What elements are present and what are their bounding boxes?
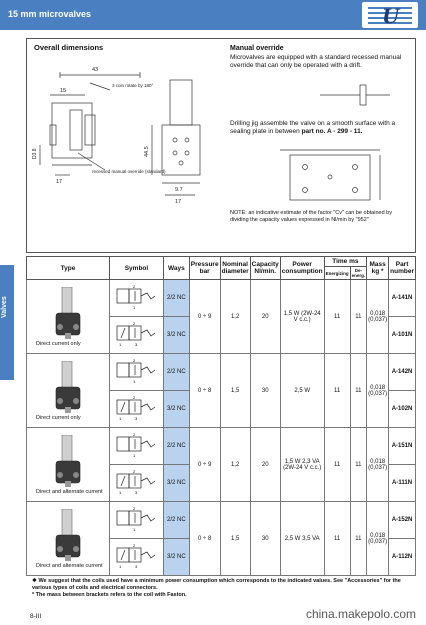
page-title: 15 mm microvalves [8,9,92,19]
valve-image [48,435,88,487]
mass-cell: 0,018 (0,037) [367,502,389,576]
capacity-cell: 20 [250,280,280,354]
capacity-cell: 30 [250,354,280,428]
col-diameter: Nominal diameter [220,257,250,280]
col-mass: Mass kg * [367,257,389,280]
drilling-jig-desc: Drilling jig assemble the valve on a smooth surface with a sealing plate in between [230,120,396,135]
valve-symbol-2-2-icon [113,505,159,533]
power-cell: 2,5 W [280,354,324,428]
type-cell [27,354,110,428]
time-on-cell: 11 [324,502,350,576]
valve-image [48,361,88,413]
type-label: Direct current only [36,415,81,421]
valve-symbol-2-2-icon [113,283,159,311]
type-label: Direct and alternate current [36,563,103,569]
col-part: Part number [389,257,416,280]
svg-text:2: 2 [133,284,136,289]
dim-17: 17 [56,179,63,185]
valve-symbol-3-2-icon [113,542,159,570]
time-on-cell: 11 [324,428,350,502]
part-number-cell: A-112N [389,539,416,576]
svg-text:3: 3 [135,490,138,495]
drilling-jig-drawing [250,145,410,207]
manual-override-text: Microvalves are equipped with a standard recessed manual override that can only be operated with a drift. [230,54,402,69]
col-symbol: Symbol [110,257,164,280]
capacity-cell: 20 [250,428,280,502]
svg-text:2: 2 [133,506,136,511]
brand-logo: U [362,2,418,28]
symbol-cell [110,428,164,465]
time-off-cell: 11 [350,502,367,576]
mass-cell: 0,018 (0,037) [367,280,389,354]
label-rotate: 3 coin rotate by 180° [112,83,154,88]
col-time-deenerg: De-energ. [351,268,366,278]
time-on-cell: 11 [324,280,350,354]
pressure-cell: 0 ÷ 8 [189,354,220,428]
drilling-jig-part: part no. A - 299 - 11. [301,128,363,135]
dim-17b: 17 [175,199,182,205]
symbol-cell [110,502,164,539]
part-number-cell: A-101N [389,317,416,354]
pressure-cell: 0 ÷ 9 [189,428,220,502]
svg-text:1: 1 [119,564,122,569]
time-off-cell: 11 [350,428,367,502]
dim-d38: D3.8 [32,148,38,159]
valve-image [48,509,88,561]
svg-text:1: 1 [133,453,136,458]
footnotes [32,578,417,599]
valve-image [48,287,88,339]
symbol-cell [110,354,164,391]
valve-symbol-3-2-icon [113,394,159,422]
time-on-cell: 11 [324,354,350,428]
svg-text:1: 1 [133,305,136,310]
part-number-cell: A-102N [389,391,416,428]
diameter-cell: 1,2 [220,280,250,354]
manual-override-title: Manual override [230,45,284,52]
symbol-cell [110,465,164,502]
part-number-cell: A-111N [389,465,416,502]
type-cell [27,280,110,354]
footnote-mass: * The mass between brackets refers to the coil with Faston. [32,592,187,598]
type-cell [27,502,110,576]
ways-cell: 2/2 NC [163,502,189,539]
type-cell [27,428,110,502]
svg-text:3: 3 [135,564,138,569]
side-tab [0,265,14,380]
part-number-cell: A-152N [389,502,416,539]
part-number-cell: A-151N [389,428,416,465]
svg-text:2: 2 [133,469,136,474]
symbol-cell [110,317,164,354]
col-pressure: Pressure bar [189,257,220,280]
spec-table [26,256,416,576]
power-cell: 1,5 W 2,3 VA (2W-24 V c.c.) [280,428,324,502]
valve-symbol-2-2-icon [113,431,159,459]
svg-text:1: 1 [133,527,136,532]
manual-override-drawing [300,80,400,110]
dim-43: 43 [92,67,99,73]
col-time-energ: Energizing [324,267,350,280]
table-row [27,280,416,317]
svg-text:1: 1 [119,342,122,347]
ways-cell: 2/2 NC [163,280,189,317]
col-capacity: Capacity Nl/min. [250,257,280,280]
symbol-cell [110,280,164,317]
ways-cell: 2/2 NC [163,354,189,391]
side-tab-label: Valves [1,296,8,318]
page-number: 8-III [30,613,42,620]
type-label: Direct and alternate current [36,489,103,495]
type-label: Direct current only [36,341,81,347]
table-row [27,428,416,465]
drilling-jig-text [230,120,410,136]
time-off-cell: 11 [350,354,367,428]
svg-text:2: 2 [133,543,136,548]
symbol-cell [110,539,164,576]
svg-text:3: 3 [135,342,138,347]
watermark: china.makepolo.com [305,607,416,621]
valve-symbol-3-2-icon [113,468,159,496]
ways-cell: 2/2 NC [163,428,189,465]
svg-text:2: 2 [133,358,136,363]
power-cell: 2,5 W 3,5 VA [280,502,324,576]
ways-cell: 3/2 NC [163,391,189,428]
pressure-cell: 0 ÷ 9 [189,280,220,354]
diameter-cell: 1,5 [220,502,250,576]
table-header-row [27,257,416,267]
symbol-cell [110,391,164,428]
part-number-cell: A-142N [389,354,416,391]
ways-cell: 3/2 NC [163,317,189,354]
footnote-coils: ❖ We suggest that the coils used have a minimum power consumption which corresponds to the indicated values. See "Accessories" for the various types of coils and electrical connectors. [32,578,401,591]
svg-text:1: 1 [119,490,122,495]
mass-cell: 0,018 (0,037) [367,428,389,502]
ways-cell: 3/2 NC [163,465,189,502]
valve-symbol-2-2-icon [113,357,159,385]
col-ways: Ways [163,257,189,280]
dim-15: 15 [60,88,67,94]
mass-cell: 0,018 (0,037) [367,354,389,428]
overall-dimensions-drawing [30,55,226,250]
svg-text:1: 1 [133,379,136,384]
pressure-cell: 0 ÷ 8 [189,502,220,576]
diameter-cell: 1,5 [220,354,250,428]
col-time: Time ms [324,257,367,267]
svg-text:2: 2 [133,395,136,400]
part-number-cell: A-141N [389,280,416,317]
col-type: Type [27,257,110,280]
valve-symbol-3-2-icon [113,320,159,348]
dim-44-5: 44.5 [144,146,150,157]
table-row [27,354,416,391]
svg-text:3: 3 [135,416,138,421]
table-row [27,502,416,539]
capacity-cell: 30 [250,502,280,576]
col-power: Power consumption [280,257,324,280]
diameter-cell: 1,2 [220,428,250,502]
svg-text:2: 2 [133,321,136,326]
overall-dimensions-title: Overall dimensions [34,43,104,52]
power-cell: 1,5 W (2W-24 V c.c.) [280,280,324,354]
ways-cell: 3/2 NC [163,539,189,576]
dim-9-7: 9.7 [175,187,183,193]
cv-note: NOTE: an indicative estimate of the factor "Cv" can be obtained by dividing the capacity values expressed in Nl/min by "952" [230,210,392,223]
label-override: recessed manual override (standard) [92,169,166,174]
time-off-cell: 11 [350,280,367,354]
svg-text:2: 2 [133,432,136,437]
svg-text:1: 1 [119,416,122,421]
